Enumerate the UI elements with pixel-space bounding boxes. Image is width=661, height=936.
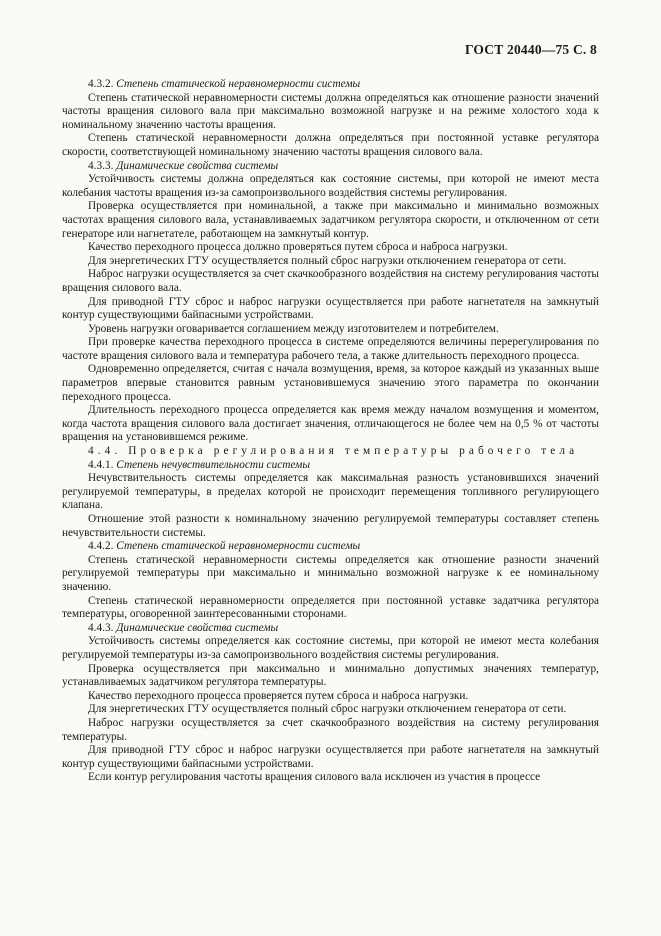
paragraph: Наброс нагрузки осуществляется за счет скачкообразного воздействия на систему регулирования частоты вращения силового вала. xyxy=(62,268,599,294)
paragraph: Степень статической неравномерности должна определяться при постоянной уставке регулятора скорости, соответствующей номинальному значению частоты вращения силового вала. xyxy=(62,132,599,158)
section-heading xyxy=(62,540,599,554)
paragraph: Нечувствительность системы определяется как максимальная разность установившихся значений регулируемой температуры, в пределах которой не происходит перемещения топливного регулирующего клапана. xyxy=(62,472,599,512)
paragraph: Качество переходного процесса проверяется путем сброса и наброса нагрузки. xyxy=(88,689,469,702)
paragraph: Одновременно определяется, считая с начала возмущения, время, за которое каждый из указанных выше параметров впервые становится равным установившемуся значению этого параметра по окончании переходного процесса. xyxy=(62,363,599,403)
paragraph: Отношение этой разности к номинальному значению регулируемой температуры составляет степень нечувствительности системы. xyxy=(62,513,599,539)
paragraph: Проверка осуществляется при номинальной, а также при максимально и минимально возможных частотах вращения силового вала, устанавливаемых задатчиком регулятора скорости, и отключенном от сети генераторе или нагнетателе, работающем на замкнутый контур. xyxy=(62,200,599,240)
section-title: Динамические свойства системы xyxy=(116,621,279,634)
paragraph: Для приводной ГТУ сброс и наброс нагрузки осуществляется при работе нагнетателя на замкнутый контур существующими байпасными устройствами. xyxy=(62,744,599,770)
section-number: 4.4.3. xyxy=(88,621,114,634)
paragraph: Устойчивость системы определяется как состояние системы, при которой не имеют места колебания регулируемой температуры из-за самопроизвольного воздействия системы регулирования. xyxy=(62,635,599,661)
paragraph: Наброс нагрузки осуществляется за счет скачкообразного воздействия на систему регулирования температуры. xyxy=(62,716,599,743)
section-title: Степень статической неравномерности системы xyxy=(116,540,361,553)
paragraph: Для энергетических ГТУ осуществляется полный сброс нагрузки отключением генератора от сети. xyxy=(88,703,567,716)
section-number: 4.3.3. xyxy=(88,159,114,172)
paragraph: Степень статической неравномерности системы должна определяться как отношение разности значений частоты вращения силового вала при максимально возможной нагрузке и на режиме холостого хода к номинальному значению частоты вращения. xyxy=(62,91,599,131)
paragraph: Если контур регулирования частоты вращения силового вала исключен из участия в процессе xyxy=(88,771,541,784)
section-title: Степень нечувствительности системы xyxy=(116,458,310,471)
paragraph: Проверка осуществляется при максимально и минимально допустимых значениях температур, устанавливаемых задатчиком регулятора температуры. xyxy=(62,662,599,689)
chapter-heading: 4.4. Проверка регулирования температуры рабочего тела xyxy=(88,445,579,458)
page-header: ГОСТ 20440—75 С. 8 xyxy=(464,42,597,57)
document-body xyxy=(62,78,599,785)
paragraph: Уровень нагрузки оговаривается соглашением между изготовителем и потребителем. xyxy=(88,322,499,335)
section-heading xyxy=(62,160,599,174)
paragraph: Степень статической неравномерности определяется при постоянной уставке задатчика регулятора температуры, оговоренной заинтересованными сторонами. xyxy=(62,594,599,621)
paragraph: Длительность переходного процесса определяется как время между началом возмущения и моментом, когда частота вращения силового вала достигает значения, отличающегося не более чем на 0,5 % от частоты вращения на установившемся режиме. xyxy=(62,404,599,444)
section-number: 4.4.1. xyxy=(88,458,114,471)
section-number: 4.4.2. xyxy=(88,540,114,553)
section-title: Динамические свойства системы xyxy=(116,159,279,172)
paragraph: Устойчивость системы должна определяться как состояние системы, при которой не имеют места колебания частоты вращения из-за самопроизвольного воздействия системы регулирования. xyxy=(62,173,599,199)
section-heading xyxy=(62,459,599,473)
paragraph: При проверке качества переходного процесса в системе определяются величины перерегулирования по частоте вращения силового вала и температура рабочего тела, а также длительность переходного процесса. xyxy=(62,336,599,362)
section-title: Степень статической неравномерности системы xyxy=(116,78,361,90)
paragraph: Степень статической неравномерности системы определяется как отношение разности значений регулируемой температуры при максимально и минимально возможной нагрузке к ее номинальному значению. xyxy=(62,553,599,593)
paragraph: Для энергетических ГТУ осуществляется полный сброс нагрузки отключением генератора от сети. xyxy=(88,254,567,267)
paragraph: Качество переходного процесса должно проверяться путем сброса и наброса нагрузки. xyxy=(88,241,508,254)
paragraph: Для приводной ГТУ сброс и наброс нагрузки осуществляется при работе нагнетателя на замкнутый контур существующими байпасными устройствами. xyxy=(62,295,599,322)
section-heading xyxy=(62,78,599,92)
section-heading xyxy=(62,622,599,636)
section-number: 4.3.2. xyxy=(88,78,114,90)
